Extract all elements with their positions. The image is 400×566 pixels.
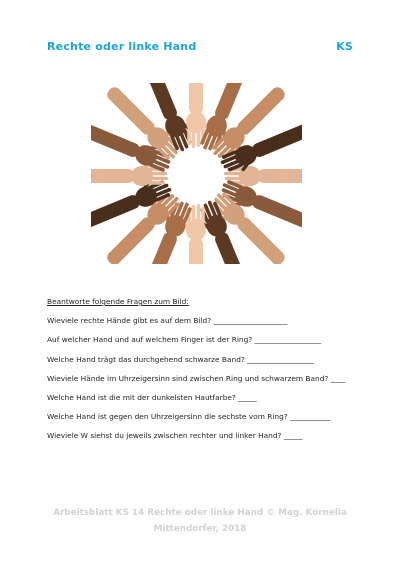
page-footer — [50, 505, 350, 537]
page-title: Rechte oder linke Hand — [47, 40, 197, 53]
hand-shape — [186, 83, 210, 148]
question-1: Wieviele rechte Hände gibt es auf dem Bild? ____________________ — [47, 316, 288, 326]
footer-line-1: Arbeitsblatt KS 14 Rechte oder linke Hand © Mag. Kornelia — [53, 508, 347, 518]
question-3: Welche Hand trägt das durchgehend schwarze Band? __________________ — [47, 354, 314, 364]
page-header — [47, 40, 353, 56]
question-4: Wieviele Hände im Uhrzeigersinn sind zwischen Ring und schwarzem Band? ____ — [47, 373, 346, 383]
question-6: Welche Hand ist gegen den Uhrzeigersinn die sechste vom Ring? ___________ — [47, 412, 331, 422]
questions-heading: Beantworte folgende Fragen zum Bild: — [47, 297, 189, 306]
footer-line-2: Mittendorfer, 2018 — [153, 524, 247, 534]
questions-section — [47, 298, 367, 441]
hands-circle-icon — [91, 83, 302, 264]
question-2: Auf welcher Hand und auf welchem Finger ist der Ring? __________________ — [47, 335, 322, 345]
question-5: Welche Hand ist die mit der dunkelsten Hautfarbe? _____ — [47, 392, 257, 402]
question-7: Wieviele W siehst du jeweils zwischen rechter und linker Hand? _____ — [47, 431, 303, 441]
hands-circle-photo — [91, 83, 302, 264]
author-initials: KS — [336, 40, 353, 53]
